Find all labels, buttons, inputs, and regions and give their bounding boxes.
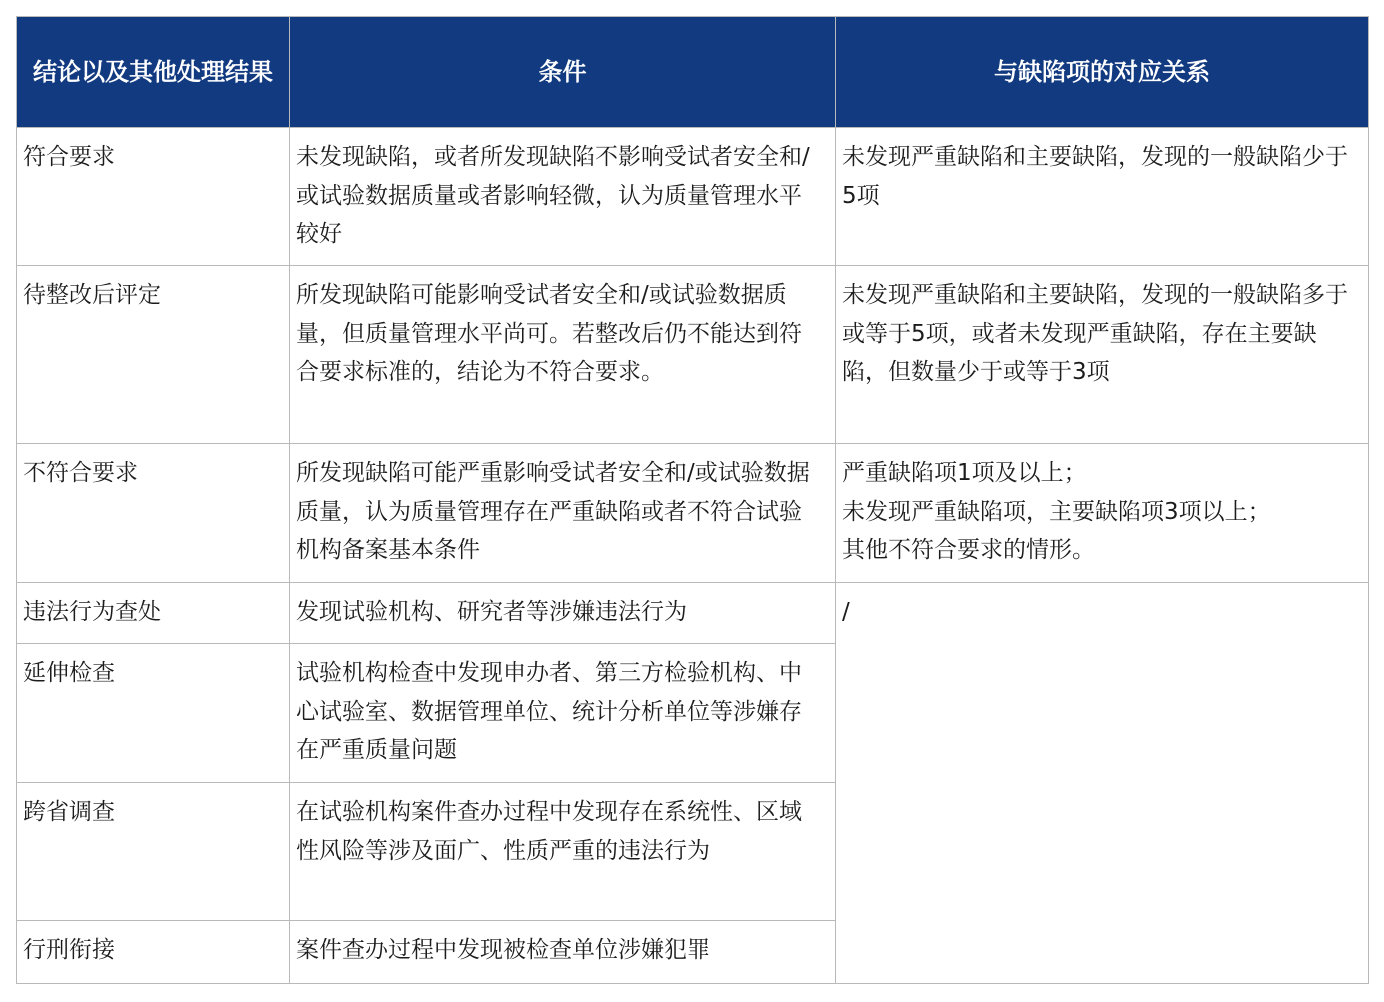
condition-cell: 所发现缺陷可能严重影响受试者安全和/或试验数据质量，认为质量管理存在严重缺陷或者不符合试验机构备案基本条件 (290, 444, 836, 583)
condition-cell: 案件查办过程中发现被检查单位涉嫌犯罪 (290, 921, 836, 984)
table-row (17, 583, 1369, 644)
result-cell: 跨省调查 (17, 783, 290, 921)
relation-cell (836, 444, 1369, 583)
relation-cell-merged (836, 583, 1369, 984)
result-cell: 待整改后评定 (17, 266, 290, 444)
relation-line: 未发现严重缺陷和主要缺陷，发现的一般缺陷少于5项 (842, 144, 1348, 209)
relation-cell (836, 266, 1369, 444)
relation-line: 严重缺陷项1项及以上； (842, 460, 1087, 486)
result-cell: 不符合要求 (17, 444, 290, 583)
result-cell: 延伸检查 (17, 644, 290, 783)
condition-cell: 在试验机构案件查办过程中发现存在系统性、区域性风险等涉及面广、性质严重的违法行为 (290, 783, 836, 921)
header-relation: 与缺陷项的对应关系 (836, 17, 1369, 128)
table-row (17, 266, 1369, 444)
table-header-row (17, 17, 1369, 128)
condition-cell: 所发现缺陷可能影响受试者安全和/或试验数据质量，但质量管理水平尚可。若整改后仍不能达到符合要求标准的，结论为不符合要求。 (290, 266, 836, 444)
relation-line: 未发现严重缺陷和主要缺陷，发现的一般缺陷多于或等于5项，或者未发现严重缺陷，存在主要缺陷，但数量少于或等于3项 (842, 282, 1348, 385)
header-condition: 条件 (290, 17, 836, 128)
condition-cell: 未发现缺陷，或者所发现缺陷不影响受试者安全和/或试验数据质量或者影响轻微，认为质量管理水平较好 (290, 128, 836, 266)
condition-cell: 试验机构检查中发现申办者、第三方检验机构、中心试验室、数据管理单位、统计分析单位等涉嫌存在严重质量问题 (290, 644, 836, 783)
result-cell: 符合要求 (17, 128, 290, 266)
result-cell: 行刑衔接 (17, 921, 290, 984)
relation-cell (836, 128, 1369, 266)
table-row (17, 444, 1369, 583)
relation-line: / (842, 599, 850, 625)
result-cell: 违法行为查处 (17, 583, 290, 644)
inspection-result-table (16, 16, 1369, 984)
relation-line: 其他不符合要求的情形。 (842, 537, 1095, 563)
table-row (17, 128, 1369, 266)
relation-line: 未发现严重缺陷项，主要缺陷项3项以上； (842, 498, 1271, 525)
condition-cell: 发现试验机构、研究者等涉嫌违法行为 (290, 583, 836, 644)
header-result: 结论以及其他处理结果 (17, 17, 290, 128)
